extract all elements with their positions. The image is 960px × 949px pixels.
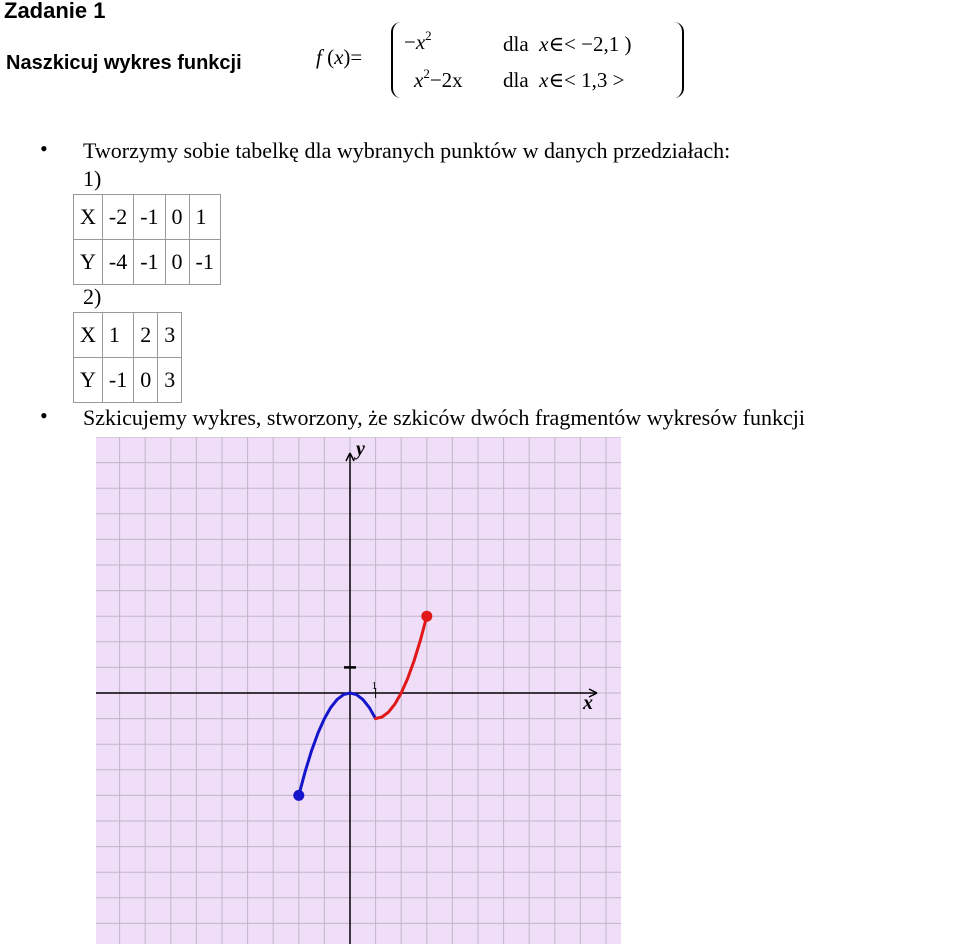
case2-range: ∈< 1,3 >: [548, 68, 625, 92]
formula-right-brace: [668, 22, 684, 98]
formula-lhs: [316, 45, 362, 70]
case1-exponent: 2: [425, 28, 432, 43]
cell-text: -1: [140, 249, 159, 274]
table-cell: [189, 240, 220, 285]
cell-text: 1: [195, 204, 207, 229]
cell-text: X: [80, 204, 96, 229]
cell-text: 1: [108, 322, 120, 347]
table-cell: [134, 313, 158, 358]
function-graph: [96, 437, 621, 944]
case2-rest: −2x: [429, 68, 463, 92]
cell-text: -4: [108, 249, 128, 274]
cell-text: 2: [140, 322, 152, 347]
case1-cond-x: x: [539, 32, 549, 56]
cell-text: Y: [80, 367, 96, 392]
table-cell: [134, 358, 158, 403]
table-cell: [158, 313, 182, 358]
table-row: [74, 240, 221, 285]
table-cell: [165, 240, 189, 285]
cell-text: -2: [108, 204, 128, 229]
cell-text: 0: [171, 204, 183, 229]
cell-text: -1: [140, 204, 159, 229]
cell-text: 0: [171, 249, 183, 274]
table1-label: 1): [83, 166, 102, 191]
formula-case-1-cond: [503, 32, 631, 57]
bullet-text-1: Tworzymy sobie tabelkę dla wybranych punktów w danych przedziałach:: [83, 138, 731, 163]
cell-text: -1: [195, 249, 214, 274]
table-cell: [102, 240, 133, 285]
formula-paren-close: )=: [343, 45, 363, 69]
table2-label: 2): [83, 284, 102, 309]
cell-text: 3: [164, 367, 176, 392]
case2-dla: dla: [503, 68, 529, 92]
case1-x: x: [415, 30, 426, 54]
graph-svg: [96, 437, 621, 944]
case2-exponent: 2: [423, 66, 430, 81]
minus-sign: −: [404, 30, 416, 54]
case2-cond-x: x: [539, 68, 549, 92]
bullet-dot-1: •: [40, 136, 48, 161]
formula-var: x: [334, 45, 344, 69]
cell-text: 0: [140, 367, 152, 392]
cell-text: -1: [108, 367, 128, 392]
cell-text: 3: [164, 322, 176, 347]
values-table-1: [73, 194, 221, 285]
y-axis-label: y: [356, 438, 365, 460]
formula-case-1: [404, 28, 432, 55]
cell-text: X: [80, 322, 96, 347]
table-cell: [134, 195, 165, 240]
table-cell: [102, 358, 133, 403]
table-cell: [134, 240, 165, 285]
formula-f: f: [316, 45, 322, 69]
series-2-end-point: [421, 611, 432, 622]
task-label: Naszkicuj wykres funkcji: [6, 52, 242, 74]
case1-range: ∈< −2,1 ): [548, 32, 632, 56]
x-axis-label: x: [583, 692, 593, 714]
x-tick-label-1: 1: [371, 680, 378, 692]
series-1-start-point: [293, 790, 304, 801]
formula-case-2: [414, 66, 463, 93]
page-title: Zadanie 1: [4, 0, 106, 23]
table-cell: [158, 358, 182, 403]
table-cell: [165, 195, 189, 240]
bullet-dot-2: •: [40, 403, 48, 428]
table-row: [74, 195, 221, 240]
table-cell: [74, 313, 103, 358]
table-row: [74, 313, 182, 358]
cell-text: Y: [80, 249, 96, 274]
table-row: [74, 358, 182, 403]
table-cell: [102, 195, 133, 240]
case2-x: x: [414, 68, 424, 92]
table-cell: [74, 358, 103, 403]
table-cell: [74, 240, 103, 285]
table-cell: [189, 195, 220, 240]
formula-paren-open: (: [327, 45, 335, 69]
table-cell: [74, 195, 103, 240]
values-table-2: [73, 312, 182, 403]
formula-case-2-cond: [503, 68, 624, 93]
bullet-text-2: Szkicujemy wykres, stworzony, że szkiców dwóch fragmentów wykresów funkcji: [83, 405, 805, 430]
case1-dla: dla: [503, 32, 529, 56]
table-cell: [102, 313, 133, 358]
